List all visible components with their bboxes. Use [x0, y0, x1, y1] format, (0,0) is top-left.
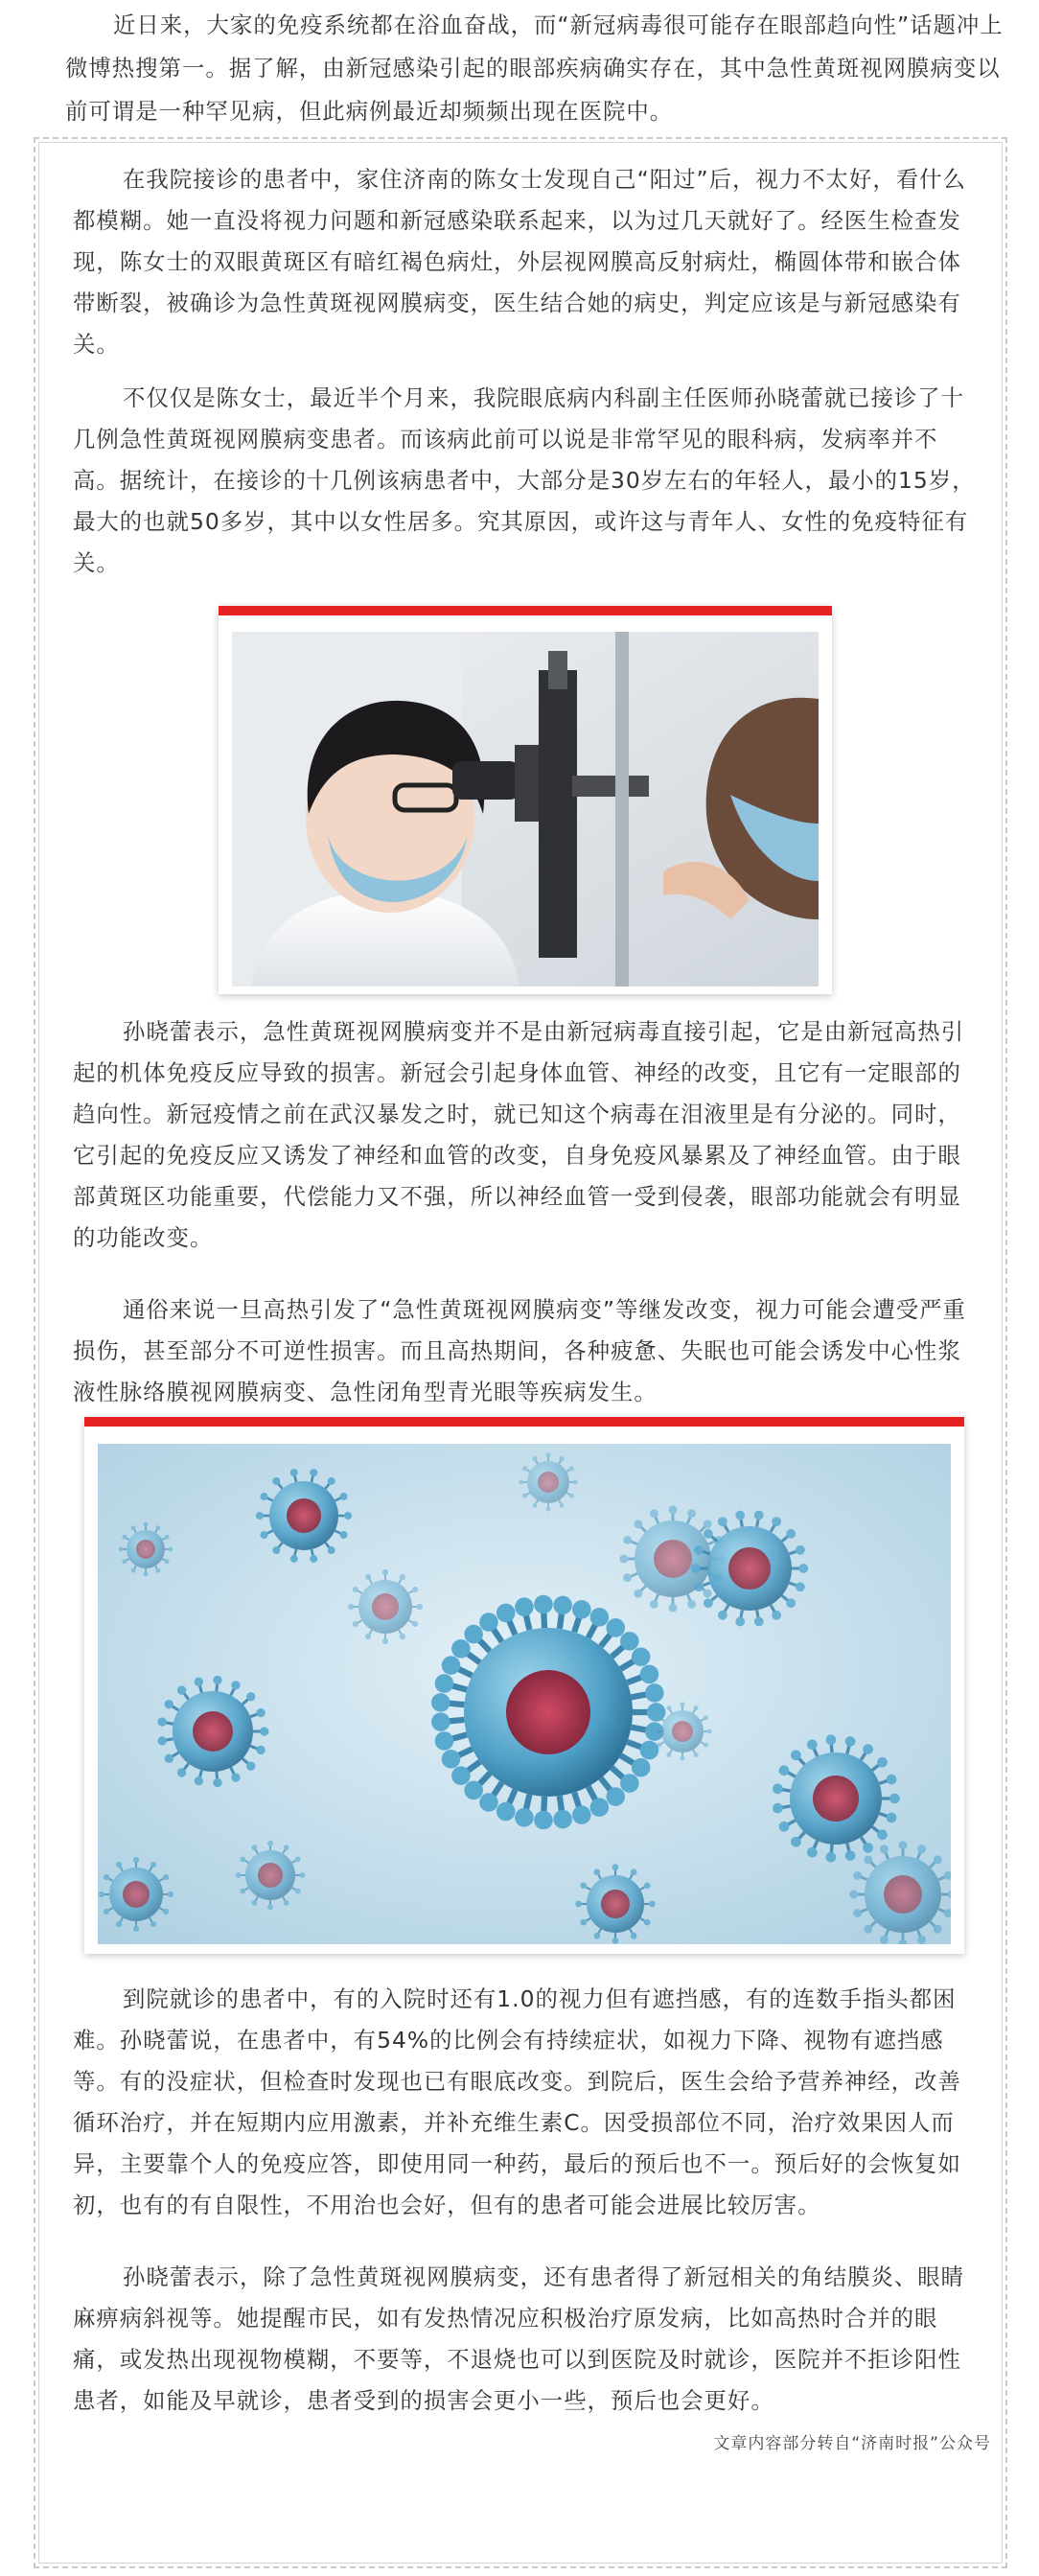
paragraph-6: 孙晓蕾表示，除了急性黄斑视网膜病变，还有患者得了新冠相关的角结膜炎、眼睛麻痹病斜视等。她提醒市民，如有发热情况应积极治疗原发病，比如高热时合并的眼痛，或发热出现视物模糊，不要等，不退烧也可以到医院及时就诊，医院并不拒诊阳性患者，如能及早就诊，患者受到的损害会更小一些，预后也会更好。	[73, 2263, 965, 2414]
paragraph-1: 在我院接诊的患者中，家住济南的陈女士发现自己“阳过”后，视力不太好，看什么都模糊。她一直没将视力问题和新冠感染联系起来，以为过几天就好了。经医生检查发现，陈女士的双眼黄斑区有暗红褐色病灶，外层视网膜高反射病灶，椭圆体带和嵌合体带断裂，被确诊为急性黄斑视网膜病变，医生结合她的病史，判定应该是与新冠感染有关。	[73, 166, 966, 358]
paragraph-3: 孙晓蕾表示，急性黄斑视网膜病变并不是由新冠病毒直接引起，它是由新冠高热引起的机体免疫反应导致的损害。新冠会引起身体血管、神经的改变，且它有一定眼部的趋向性。新冠疫情之前在武汉暴发之时，就已知这个病毒在泪液里是有分泌的。同时，它引起的免疫反应又诱发了神经和血管的改变，自身免疫风暴累及了神经血管。由于眼部黄斑区功能重要，代偿能力又不强，所以神经血管一受到侵袭，眼部功能就会有明显的功能改变。	[73, 1018, 965, 1251]
photo-accent-bar	[84, 1417, 964, 1427]
paragraph-5: 到院就诊的患者中，有的入院时还有1.0的视力但有遮挡感，有的连数手指头都困难。孙晓蕾说，在患者中，有54%的比例会有持续症状，如视力下降、视物有遮挡感等。有的没症状，但检查时发现也已有眼底改变。到院后，医生会给予营养神经，改善循环治疗，并在短期内应用激素，并补充维生素C。因受损部位不同，治疗效果因人而异，主要靠个人的免疫应答，即使用同一种药，最后的预后也不一。预后好的会恢复如初，也有的有自限性，不用治也会好，但有的患者可能会进展比较厉害。	[73, 1985, 961, 2218]
virus-artwork	[98, 1444, 951, 1944]
virus-illustration	[84, 1417, 964, 1954]
doctor-exam-illustration	[232, 632, 819, 986]
paragraph-4: 通俗来说一旦高热引发了“急性黄斑视网膜病变”等继发改变，视力可能会遭受严重损伤，甚至部分不可逆性损害。而且高热期间，各种疲惫、失眠也可能会诱发中心性浆液性脉络膜视网膜病变、急性闭角型青光眼等疾病发生。	[73, 1296, 966, 1405]
intro-paragraph: 近日来，大家的免疫系统都在浴血奋战，而“新冠病毒很可能存在眼部趋向性”话题冲上微博热搜第一。据了解，由新冠感染引起的眼部疾病确实存在，其中急性黄斑视网膜病变以前可谓是一种罕见病，但此病例最近却频频出现在医院中。	[65, 12, 1004, 125]
doctor-eye-exam-photo	[219, 606, 832, 994]
photo-accent-bar	[219, 606, 832, 615]
paragraph-2: 不仅仅是陈女士，最近半个月来，我院眼底病内科副主任医师孙晓蕾就已接诊了十几例急性黄斑视网膜病变患者。而该病此前可以说是非常罕见的眼科病，发病率并不高。据统计，在接诊的十几例该病患者中，大部分是30岁左右的年轻人，最小的15岁，最大的也就50多岁，其中以女性居多。究其原因，或许这与青年人、女性的免疫特征有关。	[73, 384, 976, 576]
source-credit: 文章内容部分转自“济南时报”公众号	[713, 2434, 991, 2453]
